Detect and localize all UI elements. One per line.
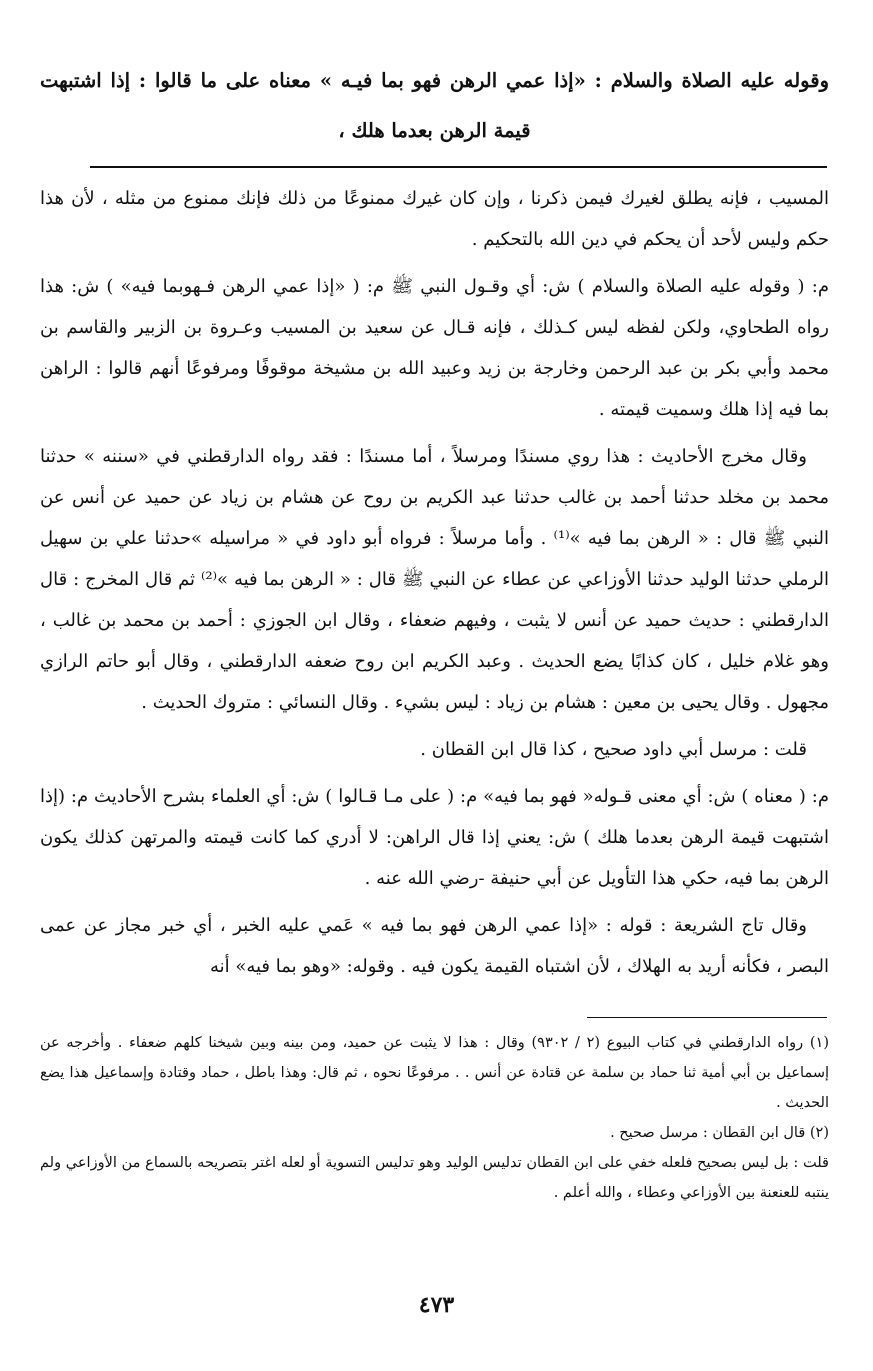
footnotes bbox=[40, 1028, 829, 1208]
matn-text: وقوله عليه الصلاة والسلام : «إذا عمي الرهن فهو بما فيـه » معناه على ما قالوا : إذا اشتبهت قيمة الرهن بعدما هلك ، bbox=[40, 69, 829, 142]
footnote-divider bbox=[587, 1017, 827, 1018]
body-paragraph: وقال تاج الشريعة : قوله : «إذا عمي الرهن فهو بما فيه » عَمي عليه الخبر ، أي خبر مجاز عن عمى البصر ، فكأنه أريد به الهلاك ، لأن اشتباه القيمة يكون فيه . وقوله: «وهو بما فيه» أنه bbox=[40, 915, 829, 977]
body-paragraph: المسيب ، فإنه يطلق لغيرك فيمن ذكرنا ، وإن كان غيرك ممنوعًا من ذلك فإنك ممنوع من مثله ، لأن هذا حكم وليس لأحد أن يحكم في دين الله بالتحكيم . bbox=[40, 188, 829, 250]
footnote-2: (٢) قال ابن القطان : مرسل صحيح . bbox=[610, 1125, 829, 1141]
footnote-1: (١) رواه الدارقطني في كتاب البيوع (٢ / ٩٣٠٢) وقال : هذا لا يثبت عن حميد، ومن بينه وبين شيخنا كلهم ضعفاء . وأخرجه عن إسماعيل بن أبي أمية ثنا حماد بن سلمة عن قتادة عن أنس . . مرفوعًا نحوه ، ثم قال: وهذا باطل ، حماد وقتادة وإسماعيل هذا يضع الحديث . bbox=[40, 1035, 829, 1111]
body-paragraph: قلت : مرسل أبي داود صحيح ، كذا قال ابن القطان . bbox=[420, 739, 807, 760]
body-paragraph: م: ( وقوله عليه الصلاة والسلام ) ش: أي وقـول النبي ﷺ م: ( «إذا عمي الرهن فـهوبما فيه» ) ش: هذا رواه الطحاوي، ولكن لفظه ليس كـذلك ، فإنه قـال عن سعيد بن المسيب وعـروة بن الزبير والقاسم بن محمد وأبي بكر بن عبد الرحمن وخارجة بن زيد وعبيد الله بن مشيخة موقوفًا ومرفوعًا أنهم قالوا : الراهن بما فيه إذا هلك وسميت قيمته . bbox=[40, 276, 829, 420]
page-number: ٤٧٣ bbox=[418, 1292, 455, 1318]
body-paragraph: م: ( معناه ) ش: أي معنى قـوله« فهو بما فيه» م: ( على مـا قـالوا ) ش: أي العلماء بشرح الأحاديث م: (إذا اشتبهت قيمة الرهن بعدما هلك ) ش: يعني إذا قال الراهن: لا أدري كما كانت قيمته والمرتهن كذلك يكون الرهن بما فيه، حكي هذا التأويل عن أبي حنيفة -رضي الله عنه . bbox=[40, 786, 829, 889]
main-divider bbox=[90, 166, 827, 168]
footnote-2-note: قلت : بل ليس بصحيح فلعله خفي على ابن القطان تدليس الوليد وهو تدليس التسوية أو لعله اغتر بتصريحه بالسماع من الأوزاعي ولم ينتبه للعنعنة بين الأوزاعي وعطاء ، والله أعلم . bbox=[40, 1155, 829, 1201]
commentary-body bbox=[40, 178, 829, 987]
body-paragraph: وقال مخرج الأحاديث : هذا روي مسندًا ومرسلاً ، أما مسندًا : فقد رواه الدارقطني في «سننه » حدثنا محمد بن مخلد حدثنا أحمد بن غالب حدثنا عبد الكريم بن روح عن هشام بن زياد عن حميد عن أنس عن النبي ﷺ قال : « الرهن بما فيه »⁽¹⁾ . وأما مرسلاً : فرواه أبو داود في « مراسيله »حدثنا علي بن سهيل الرملي حدثنا الوليد حدثنا الأوزاعي عن عطاء عن النبي ﷺ قال : « الرهن بما فيه »⁽²⁾ ثم قال المخرج : قال الدارقطني : حديث حميد عن أنس لا يثبت ، وفيهم ضعفاء ، وقال ابن الجوزي : أحمد بن محمد بن غالب ، وهو غلام خليل ، كان كذابًا يضع الحديث . وعبد الكريم ابن روح ضعفه الدارقطني ، وقال أبو حاتم الرازي مجهول . وقال يحيى بن معين : هشام بن زياد : ليس بشيء . وقال النسائي : متروك الحديث . bbox=[40, 446, 829, 713]
